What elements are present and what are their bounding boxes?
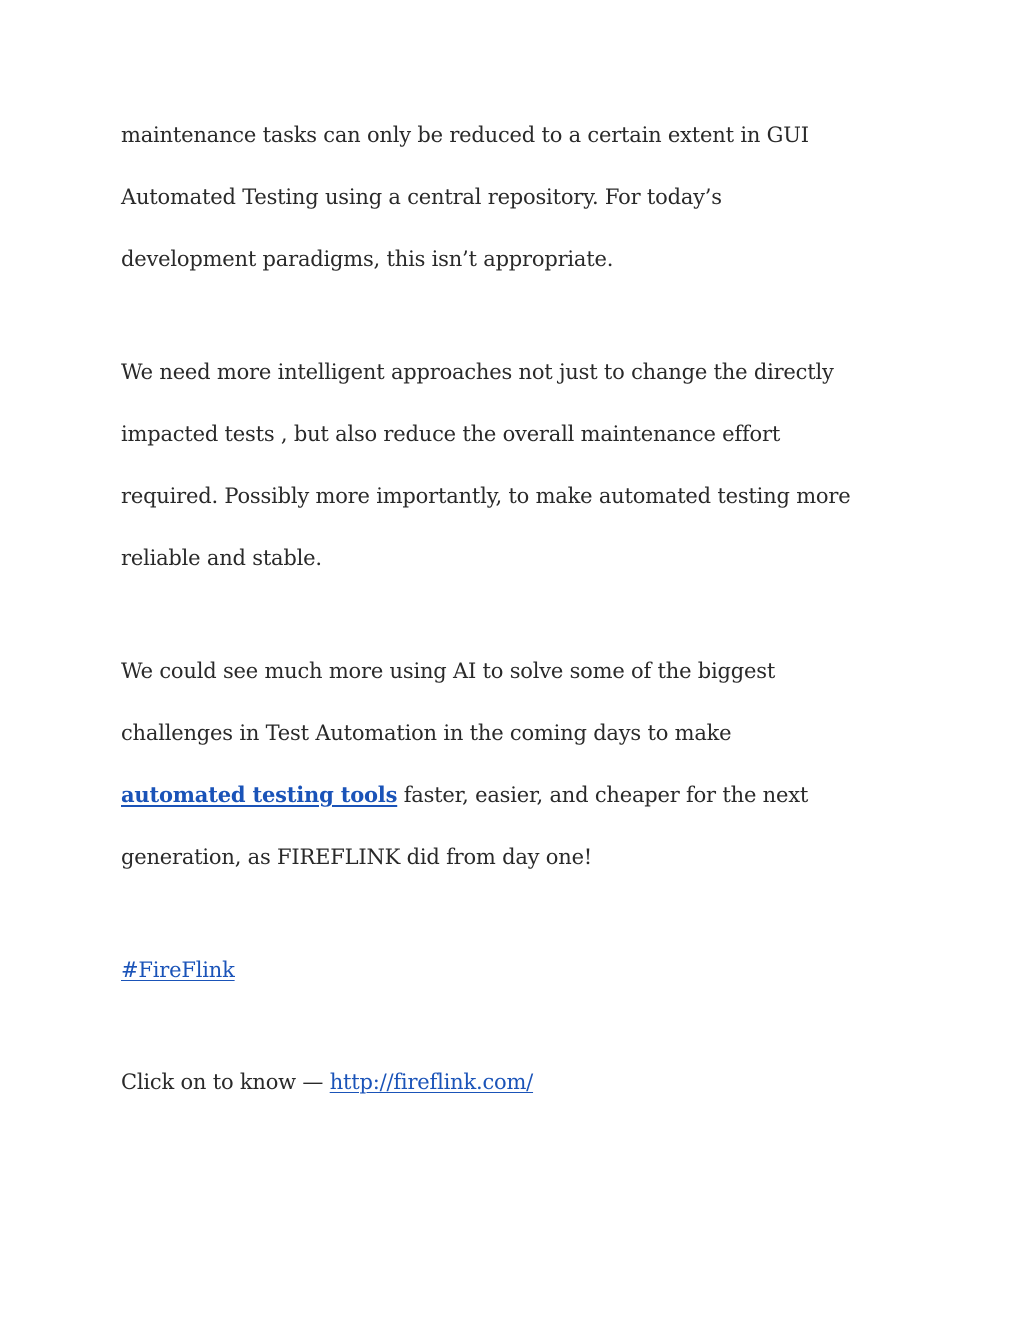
paragraph-3-line-3-text: faster, easier, and cheaper for the next: [397, 783, 809, 807]
cta-prefix: Click on to know —: [121, 1070, 330, 1094]
paragraph-1-line-2: Automated Testing using a central repository. For today’s: [121, 185, 722, 209]
fireflink-url-link[interactable]: http://fireflink.com/: [329, 1070, 534, 1094]
cta-line: [121, 1068, 533, 1096]
paragraph-2-line-2: impacted tests , but also reduce the overall maintenance effort: [121, 422, 781, 446]
paragraph-2-line-4: reliable and stable.: [121, 546, 322, 570]
paragraph-1-line-1: maintenance tasks can only be reduced to a certain extent in GUI: [121, 123, 809, 147]
paragraph-2-line-3: required. Possibly more importantly, to make automated testing more: [121, 484, 851, 508]
paragraph-3-line-1: We could see much more using AI to solve some of the biggest: [121, 659, 776, 683]
paragraph-3-line-2: challenges in Test Automation in the coming days to make: [121, 721, 732, 745]
hashtag-line: [121, 956, 235, 984]
fireflink-hashtag-link[interactable]: #FireFlink: [121, 958, 235, 982]
paragraph-2-line-1: We need more intelligent approaches not just to change the directly: [121, 360, 834, 384]
paragraph-1-line-3: development paradigms, this isn’t appropriate.: [121, 247, 614, 271]
paragraph-3-line-3: [121, 781, 808, 809]
automated-testing-tools-link[interactable]: automated testing tools: [121, 782, 398, 807]
paragraph-3-line-4: generation, as FIREFLINK did from day one!: [121, 845, 593, 869]
